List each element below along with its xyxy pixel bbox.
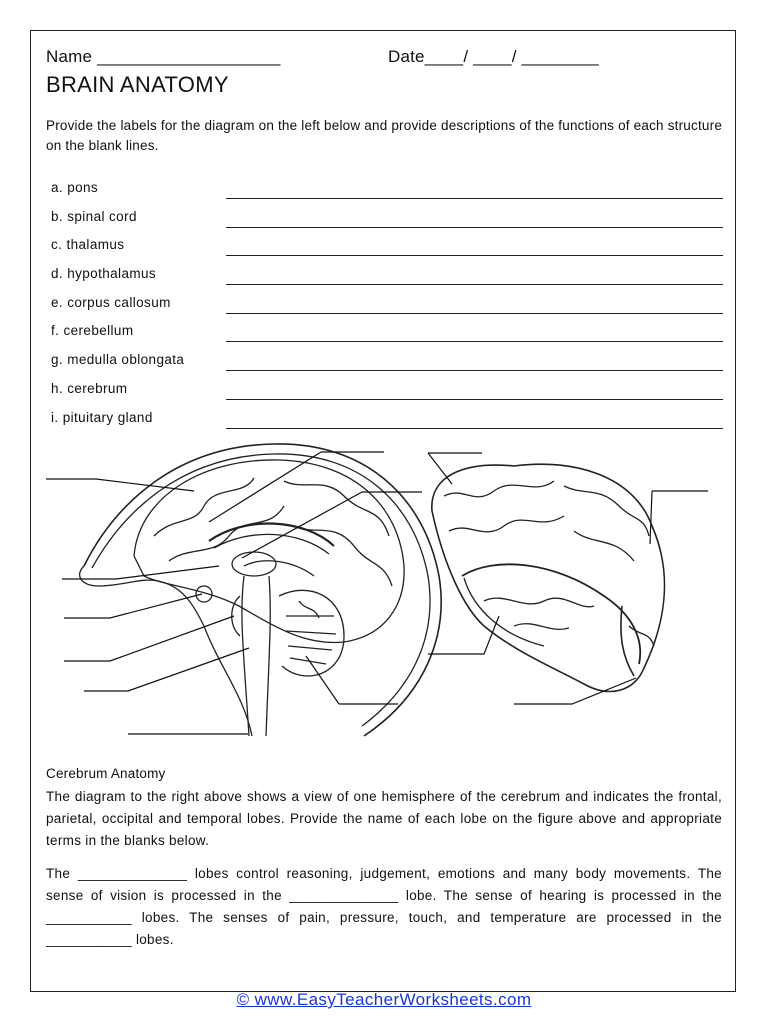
date-field: Date____/ ____/ ________ (388, 47, 599, 66)
structure-label: h. cerebrum (51, 380, 128, 396)
structure-label: c. thalamus (51, 237, 125, 253)
answer-line[interactable] (226, 370, 723, 371)
sagittal-leader-lines (46, 452, 422, 734)
answer-line[interactable] (226, 428, 723, 429)
structure-label: e. corpus callosum (51, 294, 171, 310)
structure-label: g. medulla oblongata (51, 352, 185, 368)
structure-list (51, 180, 723, 438)
structure-row (51, 410, 723, 439)
structure-row (51, 237, 723, 266)
structure-row (51, 180, 723, 209)
lateral-hemisphere-illustration (432, 464, 665, 691)
structure-label: d. hypothalamus (51, 266, 157, 282)
answer-line[interactable] (226, 284, 723, 285)
structure-label: a. pons (51, 180, 99, 195)
structure-label: i. pituitary gland (51, 409, 153, 425)
structure-row (51, 323, 723, 352)
answer-line[interactable] (226, 255, 723, 256)
lateral-leader-lines (428, 453, 708, 704)
brain-diagrams (44, 436, 720, 748)
cerebrum-paragraph: The diagram to the right above shows a view of one hemisphere of the cerebrum and indicates the frontal, parietal, occipital and temporal lobes. Provide the name of each lobe on the figure above and appropriate terms in the blanks below. (46, 789, 722, 848)
answer-line[interactable] (226, 198, 723, 199)
cerebrum-heading: Cerebrum Anatomy (46, 766, 166, 781)
website-link[interactable]: © www.EasyTeacherWorksheets.com (236, 990, 532, 1009)
structure-row (51, 352, 723, 381)
sagittal-brain-illustration (80, 444, 442, 736)
structure-row (51, 381, 723, 410)
fill-in-paragraph: The ______________ lobes control reasoning, judgement, emotions and many body movements. The sense of vision is processed in the ______________ lobe. The sense of hearing is processed in the ___________ lobes. The senses of pain, pressure, touch, and temperature are processed in the ___________ lobes. (46, 866, 722, 947)
structure-label: b. spinal cord (51, 208, 137, 224)
structure-row (51, 266, 723, 295)
answer-line[interactable] (226, 227, 723, 228)
name-field: Name ___________________ (46, 47, 281, 66)
structure-label: f. cerebellum (51, 323, 134, 339)
answer-line[interactable] (226, 341, 723, 342)
structure-row (51, 209, 723, 238)
page-title: BRAIN ANATOMY (46, 72, 229, 97)
structure-row (51, 295, 723, 324)
instructions: Provide the labels for the diagram on the left below and provide descriptions of the functions of each structure on the blank lines. (46, 118, 723, 153)
answer-line[interactable] (226, 313, 723, 314)
answer-line[interactable] (226, 399, 723, 400)
